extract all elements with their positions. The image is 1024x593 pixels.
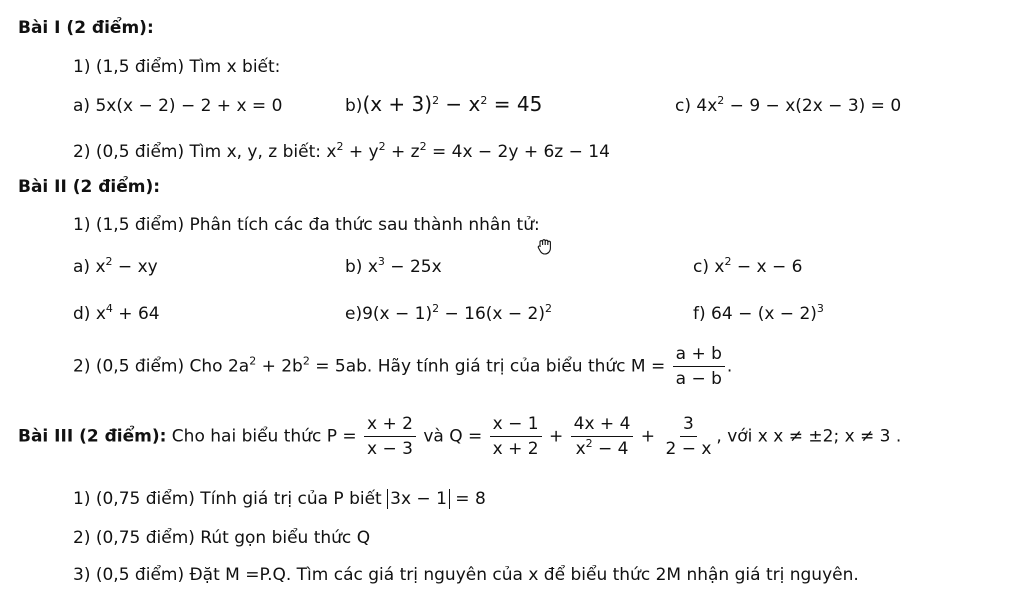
equation-part: = 45 bbox=[487, 92, 543, 116]
section-3-heading: Bài III (2 điểm): bbox=[18, 426, 167, 447]
section-2-question-2 bbox=[73, 343, 732, 390]
exponent: 2 bbox=[336, 140, 344, 153]
section-1-item-a bbox=[73, 95, 282, 117]
exponent: 2 bbox=[432, 302, 440, 315]
section-1-item-c bbox=[675, 95, 901, 117]
equation-part: − 25x bbox=[384, 257, 442, 277]
item-label: a) bbox=[73, 96, 91, 116]
equation-part: + 64 bbox=[112, 304, 160, 324]
section-1-item-b bbox=[345, 93, 542, 117]
fraction-numerator: 3 bbox=[680, 413, 697, 437]
equation-part: − 4 bbox=[592, 439, 629, 459]
exponent: 2 bbox=[432, 94, 440, 107]
fraction-p bbox=[364, 413, 416, 460]
fraction-q3 bbox=[662, 413, 714, 460]
item-label: e) bbox=[345, 304, 363, 324]
equation-part: x bbox=[367, 257, 378, 277]
question-text: = 5ab. Hãy tính giá trị của biểu thức M = bbox=[309, 356, 671, 377]
section-2-item-f bbox=[693, 303, 824, 325]
fraction-numerator: x + 2 bbox=[364, 413, 416, 437]
question-text: 2) (0,5 điểm) Cho 2a bbox=[73, 356, 250, 377]
equation-part: x bbox=[95, 304, 106, 324]
question-text: 2) (0,5 điểm) Tìm x, y, z biết: bbox=[73, 142, 327, 162]
section-1-question-1: 1) (1,5 điểm) Tìm x biết: bbox=[73, 57, 281, 77]
exponent: 2 bbox=[378, 140, 386, 153]
section-2-heading: Bài II (2 điểm): bbox=[18, 177, 161, 197]
equation-part: = 8 bbox=[449, 489, 486, 509]
equation-part: − 9 − x(2x − 3) = 0 bbox=[724, 96, 902, 116]
question-text: và Q = bbox=[417, 426, 488, 447]
fraction-denominator: a − b bbox=[675, 369, 722, 389]
absolute-value: 3x − 1 bbox=[387, 489, 450, 509]
equation-part: − xy bbox=[112, 257, 158, 277]
fraction-q1 bbox=[490, 413, 542, 460]
equation-part: 4x bbox=[696, 96, 718, 116]
exponent: 2 bbox=[249, 354, 257, 368]
fraction-q2 bbox=[571, 413, 634, 460]
exponent: 2 bbox=[724, 255, 732, 268]
item-label: b) bbox=[345, 257, 363, 277]
equation-part: (x + 3) bbox=[362, 92, 433, 116]
fraction-denominator: x + 2 bbox=[492, 439, 539, 459]
equation-part: = 4x − 2y + 6z − 14 bbox=[426, 142, 610, 162]
item-label: c) bbox=[693, 257, 709, 277]
item-label: d) bbox=[73, 304, 91, 324]
item-label: c) bbox=[675, 96, 691, 116]
equation-part: + y bbox=[343, 142, 379, 162]
fraction-numerator: 4x + 4 bbox=[571, 413, 634, 437]
equation-part: − 16(x − 2) bbox=[439, 304, 545, 324]
equation-part: + z bbox=[385, 142, 420, 162]
item-label: b) bbox=[345, 96, 363, 116]
exponent: 3 bbox=[377, 255, 385, 268]
equation: 5x(x − 2) − 2 + x = 0 bbox=[95, 96, 283, 116]
fraction-numerator: a + b bbox=[673, 343, 725, 367]
section-3-question-1 bbox=[73, 488, 486, 510]
section-2-question-1: 1) (1,5 điểm) Phân tích các đa thức sau thành nhân tử: bbox=[73, 215, 540, 235]
section-1-heading: Bài I (2 điểm): bbox=[18, 18, 154, 38]
equation-part: 64 − (x − 2) bbox=[711, 304, 817, 324]
exponent: 2 bbox=[419, 140, 427, 153]
exponent: 2 bbox=[717, 94, 725, 107]
equation-part: x bbox=[714, 257, 725, 277]
section-3-intro bbox=[18, 413, 901, 460]
exponent: 2 bbox=[585, 437, 593, 450]
item-label: f) bbox=[693, 304, 706, 324]
exponent: 2 bbox=[105, 255, 113, 268]
equation-part: − x − 6 bbox=[731, 257, 803, 277]
operator: + bbox=[543, 426, 569, 447]
hand-cursor-icon bbox=[536, 238, 556, 258]
operator: + bbox=[635, 426, 661, 447]
exponent: 2 bbox=[302, 354, 310, 368]
fraction-denominator: x − 3 bbox=[367, 439, 413, 459]
condition-text: , với x x ≠ ±2; x ≠ 3 . bbox=[716, 426, 902, 447]
exponent: 4 bbox=[105, 302, 113, 315]
section-2-item-e bbox=[345, 303, 552, 325]
section-2-item-c bbox=[693, 256, 802, 278]
equation-part: x bbox=[326, 142, 337, 162]
section-2-item-a bbox=[73, 256, 158, 278]
section-3-question-3: 3) (0,5 điểm) Đặt M =P.Q. Tìm các giá trị nguyên của x để biểu thức 2M nhận giá trị nguyên. bbox=[73, 565, 859, 585]
section-1-question-2 bbox=[73, 141, 610, 163]
exponent: 2 bbox=[545, 302, 552, 315]
fraction-numerator: x − 1 bbox=[490, 413, 542, 437]
fraction-m bbox=[673, 343, 725, 390]
exponent: 3 bbox=[816, 302, 824, 315]
fraction-denominator bbox=[573, 437, 632, 460]
exponent: 2 bbox=[480, 94, 488, 107]
question-text: 1) (0,75 điểm) Tính giá trị của P biết bbox=[73, 489, 388, 509]
equation-part: x bbox=[95, 257, 106, 277]
period: . bbox=[726, 356, 733, 377]
question-text: + 2b bbox=[256, 356, 303, 377]
section-3-question-2: 2) (0,75 điểm) Rút gọn biểu thức Q bbox=[73, 528, 371, 548]
equation-part: 9(x − 1) bbox=[362, 304, 433, 324]
fraction-denominator: 2 − x bbox=[665, 439, 712, 459]
question-text: Cho hai biểu thức P = bbox=[166, 426, 362, 447]
equation-part: − x bbox=[439, 92, 481, 116]
equation-part: x bbox=[575, 439, 586, 459]
section-2-item-b bbox=[345, 256, 442, 278]
section-2-item-d bbox=[73, 303, 160, 325]
item-label: a) bbox=[73, 257, 91, 277]
